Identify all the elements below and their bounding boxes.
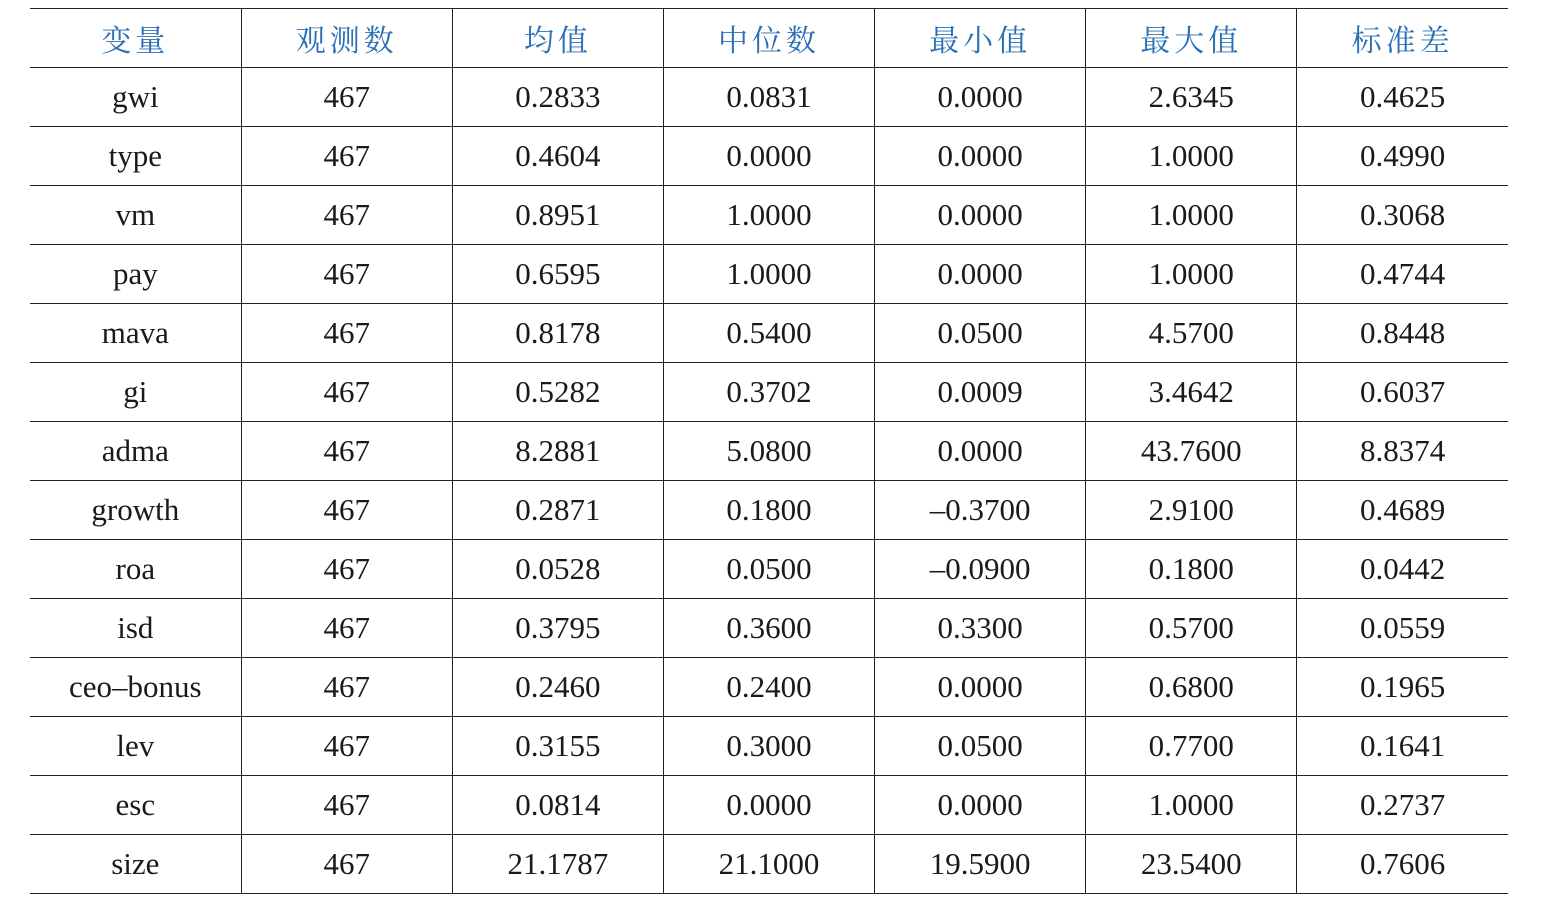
- cell-median: 0.2400: [663, 658, 874, 717]
- cell-max: 0.7700: [1086, 717, 1297, 776]
- table-body: [30, 68, 1508, 894]
- cell-max: 1.0000: [1086, 245, 1297, 304]
- cell-observations: 467: [241, 599, 452, 658]
- cell-min: 0.0500: [875, 717, 1086, 776]
- cell-min: 0.0500: [875, 304, 1086, 363]
- cell-min: –0.0900: [875, 540, 1086, 599]
- table-row: [30, 717, 1508, 776]
- cell-median: 0.5400: [663, 304, 874, 363]
- cell-max: 0.5700: [1086, 599, 1297, 658]
- cell-variable: pay: [30, 245, 241, 304]
- cell-min: 0.0000: [875, 245, 1086, 304]
- cell-mean: 0.2871: [452, 481, 663, 540]
- cell-std-dev: 0.3068: [1297, 186, 1508, 245]
- cell-median: 0.0500: [663, 540, 874, 599]
- table-row: [30, 127, 1508, 186]
- cell-observations: 467: [241, 68, 452, 127]
- cell-std-dev: 0.2737: [1297, 776, 1508, 835]
- cell-std-dev: 0.0442: [1297, 540, 1508, 599]
- cell-mean: 0.8951: [452, 186, 663, 245]
- cell-mean: 0.0814: [452, 776, 663, 835]
- cell-max: 0.6800: [1086, 658, 1297, 717]
- header-std-dev: 标准差: [1297, 9, 1508, 68]
- cell-min: 19.5900: [875, 835, 1086, 894]
- cell-max: 3.4642: [1086, 363, 1297, 422]
- cell-variable: adma: [30, 422, 241, 481]
- header-max: 最大值: [1086, 9, 1297, 68]
- cell-mean: 8.2881: [452, 422, 663, 481]
- cell-max: 1.0000: [1086, 127, 1297, 186]
- header-mean: 均值: [452, 9, 663, 68]
- cell-observations: 467: [241, 481, 452, 540]
- cell-min: 0.0000: [875, 658, 1086, 717]
- cell-observations: 467: [241, 363, 452, 422]
- cell-observations: 467: [241, 776, 452, 835]
- cell-variable: vm: [30, 186, 241, 245]
- cell-std-dev: 0.1641: [1297, 717, 1508, 776]
- descriptive-statistics-table: [30, 8, 1508, 894]
- cell-median: 0.0000: [663, 776, 874, 835]
- cell-mean: 0.5282: [452, 363, 663, 422]
- cell-min: 0.0000: [875, 186, 1086, 245]
- cell-mean: 0.3795: [452, 599, 663, 658]
- cell-min: 0.3300: [875, 599, 1086, 658]
- cell-std-dev: 8.8374: [1297, 422, 1508, 481]
- cell-max: 2.9100: [1086, 481, 1297, 540]
- header-variable: 变量: [30, 9, 241, 68]
- cell-median: 1.0000: [663, 245, 874, 304]
- cell-observations: 467: [241, 304, 452, 363]
- cell-observations: 467: [241, 127, 452, 186]
- cell-variable: isd: [30, 599, 241, 658]
- table-row: [30, 68, 1508, 127]
- cell-max: 1.0000: [1086, 776, 1297, 835]
- cell-min: 0.0000: [875, 68, 1086, 127]
- cell-variable: growth: [30, 481, 241, 540]
- table-row: [30, 186, 1508, 245]
- cell-min: 0.0000: [875, 127, 1086, 186]
- cell-max: 23.5400: [1086, 835, 1297, 894]
- cell-min: 0.0000: [875, 422, 1086, 481]
- cell-observations: 467: [241, 422, 452, 481]
- cell-std-dev: 0.6037: [1297, 363, 1508, 422]
- table-row: [30, 540, 1508, 599]
- cell-std-dev: 0.1965: [1297, 658, 1508, 717]
- cell-max: 43.7600: [1086, 422, 1297, 481]
- descriptive-statistics-table-container: [30, 8, 1508, 894]
- cell-min: –0.3700: [875, 481, 1086, 540]
- cell-std-dev: 0.0559: [1297, 599, 1508, 658]
- cell-max: 1.0000: [1086, 186, 1297, 245]
- table-row: [30, 776, 1508, 835]
- table-row: [30, 304, 1508, 363]
- cell-observations: 467: [241, 186, 452, 245]
- cell-min: 0.0000: [875, 776, 1086, 835]
- table-row: [30, 481, 1508, 540]
- cell-mean: 0.6595: [452, 245, 663, 304]
- table-row: [30, 422, 1508, 481]
- cell-mean: 0.4604: [452, 127, 663, 186]
- cell-median: 21.1000: [663, 835, 874, 894]
- table-row: [30, 245, 1508, 304]
- cell-variable: gwi: [30, 68, 241, 127]
- cell-variable: size: [30, 835, 241, 894]
- cell-max: 2.6345: [1086, 68, 1297, 127]
- cell-std-dev: 0.4625: [1297, 68, 1508, 127]
- cell-mean: 0.3155: [452, 717, 663, 776]
- header-median: 中位数: [663, 9, 874, 68]
- table-row: [30, 835, 1508, 894]
- table-row: [30, 599, 1508, 658]
- cell-observations: 467: [241, 717, 452, 776]
- cell-median: 0.0000: [663, 127, 874, 186]
- header-row: [30, 9, 1508, 68]
- cell-median: 0.3702: [663, 363, 874, 422]
- cell-median: 5.0800: [663, 422, 874, 481]
- cell-variable: lev: [30, 717, 241, 776]
- cell-std-dev: 0.4689: [1297, 481, 1508, 540]
- table-row: [30, 658, 1508, 717]
- cell-median: 0.3600: [663, 599, 874, 658]
- header-min: 最小值: [875, 9, 1086, 68]
- cell-std-dev: 0.7606: [1297, 835, 1508, 894]
- cell-std-dev: 0.4990: [1297, 127, 1508, 186]
- cell-observations: 467: [241, 835, 452, 894]
- cell-std-dev: 0.4744: [1297, 245, 1508, 304]
- cell-mean: 0.2460: [452, 658, 663, 717]
- cell-max: 0.1800: [1086, 540, 1297, 599]
- cell-std-dev: 0.8448: [1297, 304, 1508, 363]
- table-row: [30, 363, 1508, 422]
- cell-max: 4.5700: [1086, 304, 1297, 363]
- cell-min: 0.0009: [875, 363, 1086, 422]
- cell-mean: 0.0528: [452, 540, 663, 599]
- cell-median: 1.0000: [663, 186, 874, 245]
- cell-variable: ceo–bonus: [30, 658, 241, 717]
- cell-observations: 467: [241, 245, 452, 304]
- cell-mean: 0.2833: [452, 68, 663, 127]
- cell-variable: type: [30, 127, 241, 186]
- cell-median: 0.1800: [663, 481, 874, 540]
- cell-median: 0.0831: [663, 68, 874, 127]
- cell-observations: 467: [241, 658, 452, 717]
- cell-median: 0.3000: [663, 717, 874, 776]
- cell-variable: esc: [30, 776, 241, 835]
- cell-variable: mava: [30, 304, 241, 363]
- cell-mean: 0.8178: [452, 304, 663, 363]
- cell-mean: 21.1787: [452, 835, 663, 894]
- header-observations: 观测数: [241, 9, 452, 68]
- cell-variable: roa: [30, 540, 241, 599]
- table-header: [30, 9, 1508, 68]
- cell-variable: gi: [30, 363, 241, 422]
- cell-observations: 467: [241, 540, 452, 599]
